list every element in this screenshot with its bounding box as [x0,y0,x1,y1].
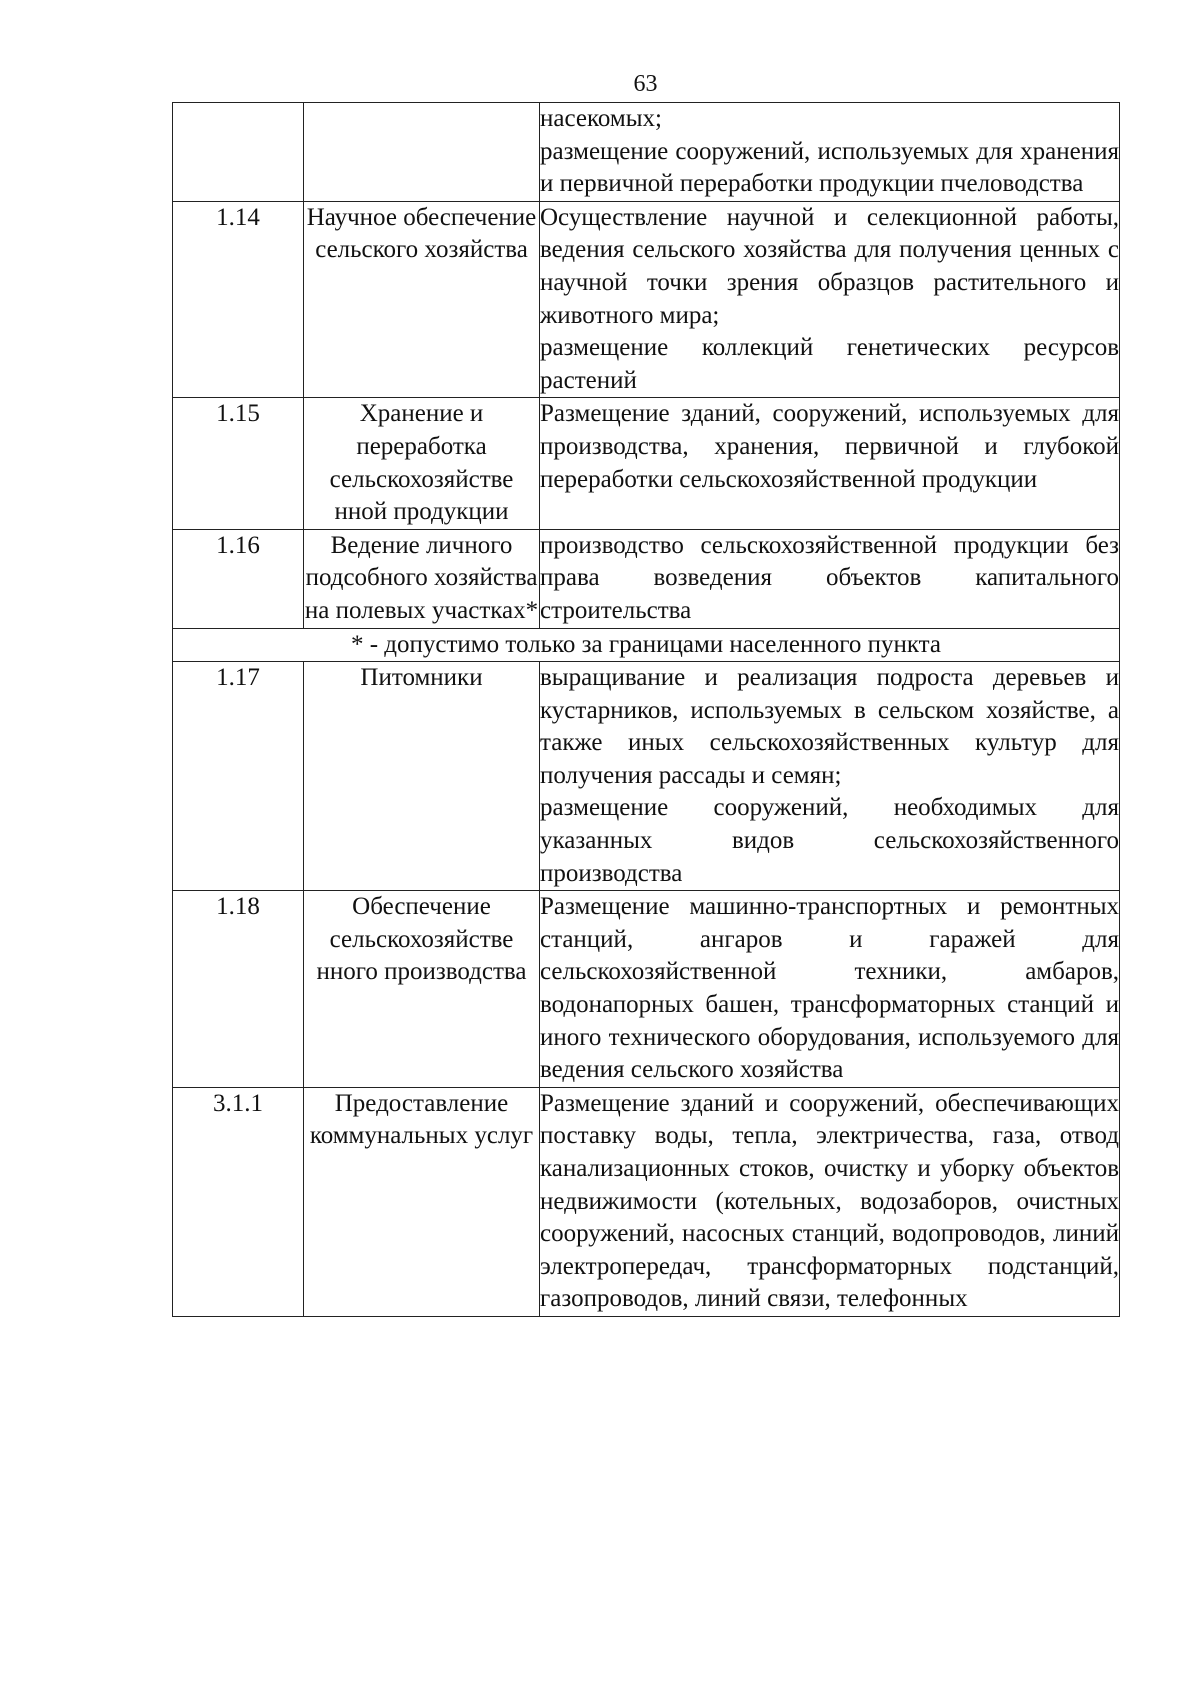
description-paragraph: производство сельскохозяйственной продукции без права возведения объектов капитального строительства [540,531,1119,624]
row-description [540,103,1120,202]
description-paragraph: размещение коллекций генетических ресурсов растений [540,334,1119,394]
table-row [173,201,1120,398]
footnote-text: * - допустимо только за границами населенного пункта [173,628,1120,662]
description-paragraph: насекомых; [540,105,662,132]
row-name: Питомники [304,662,540,891]
row-description [540,662,1120,891]
table-row [173,529,1120,628]
land-use-table [172,102,1120,1317]
footnote-row [173,628,1120,662]
table-row [173,398,1120,529]
row-code: 3.1.1 [173,1087,304,1316]
row-name: Научное обеспечение сельского хозяйства [304,201,540,398]
row-name: Ведение личного подсобного хозяйства на полевых участках* [304,529,540,628]
description-paragraph: Размещение зданий и сооружений, обеспечивающих поставку воды, тепла, электричества, газа, отвод канализационных стоков, очистку и уборку объектов недвижимости (котельных, водозаборов, очистных сооружений, насосных станций, водопроводов, линий электропередач, трансформаторных подстанций, газопроводов, линий связи, телефонных [540,1089,1119,1313]
row-code: 1.14 [173,201,304,398]
table-row [173,891,1120,1088]
row-code: 1.18 [173,891,304,1088]
row-name: Хранение и переработка сельскохозяйстве нной продукции [304,398,540,529]
row-description [540,201,1120,398]
row-code [173,103,304,202]
row-code: 1.15 [173,398,304,529]
description-paragraph: Размещение машинно-транспортных и ремонтных станций, ангаров и гаражей для сельскохозяйственной техники, амбаров, водонапорных башен, трансформаторных станций и иного технического оборудования, используемого для ведения сельского хозяйства [540,893,1119,1084]
row-name: Обеспечение сельскохозяйстве нного производства [304,891,540,1088]
row-code: 1.17 [173,662,304,891]
table-row [173,103,1120,202]
table-row [173,1087,1120,1316]
description-paragraph: Размещение зданий, сооружений, используемых для производства, хранения, первичной и глубокой переработки сельскохозяйственной продукции [540,400,1119,493]
row-description [540,529,1120,628]
row-description [540,398,1120,529]
description-paragraph: размещение сооружений, необходимых для указанных видов сельскохозяйственного производства [540,794,1119,887]
row-name: Предоставление коммунальных услуг [304,1087,540,1316]
description-paragraph: выращивание и реализация подроста деревьев и кустарников, используемых в сельском хозяйстве, а также иных сельскохозяйственных культур для получения рассады и семян; [540,664,1119,789]
row-code: 1.16 [173,529,304,628]
row-name [304,103,540,202]
description-paragraph: Осуществление научной и селекционной работы, ведения сельского хозяйства для получения ценных с научной точки зрения образцов растительного и животного мира; [540,203,1119,329]
page-number: 63 [633,71,658,97]
description-paragraph: размещение сооружений, используемых для хранения и первичной переработки продукции пчеловодства [540,137,1119,198]
row-description [540,891,1120,1088]
row-description [540,1087,1120,1316]
table-row [173,662,1120,891]
